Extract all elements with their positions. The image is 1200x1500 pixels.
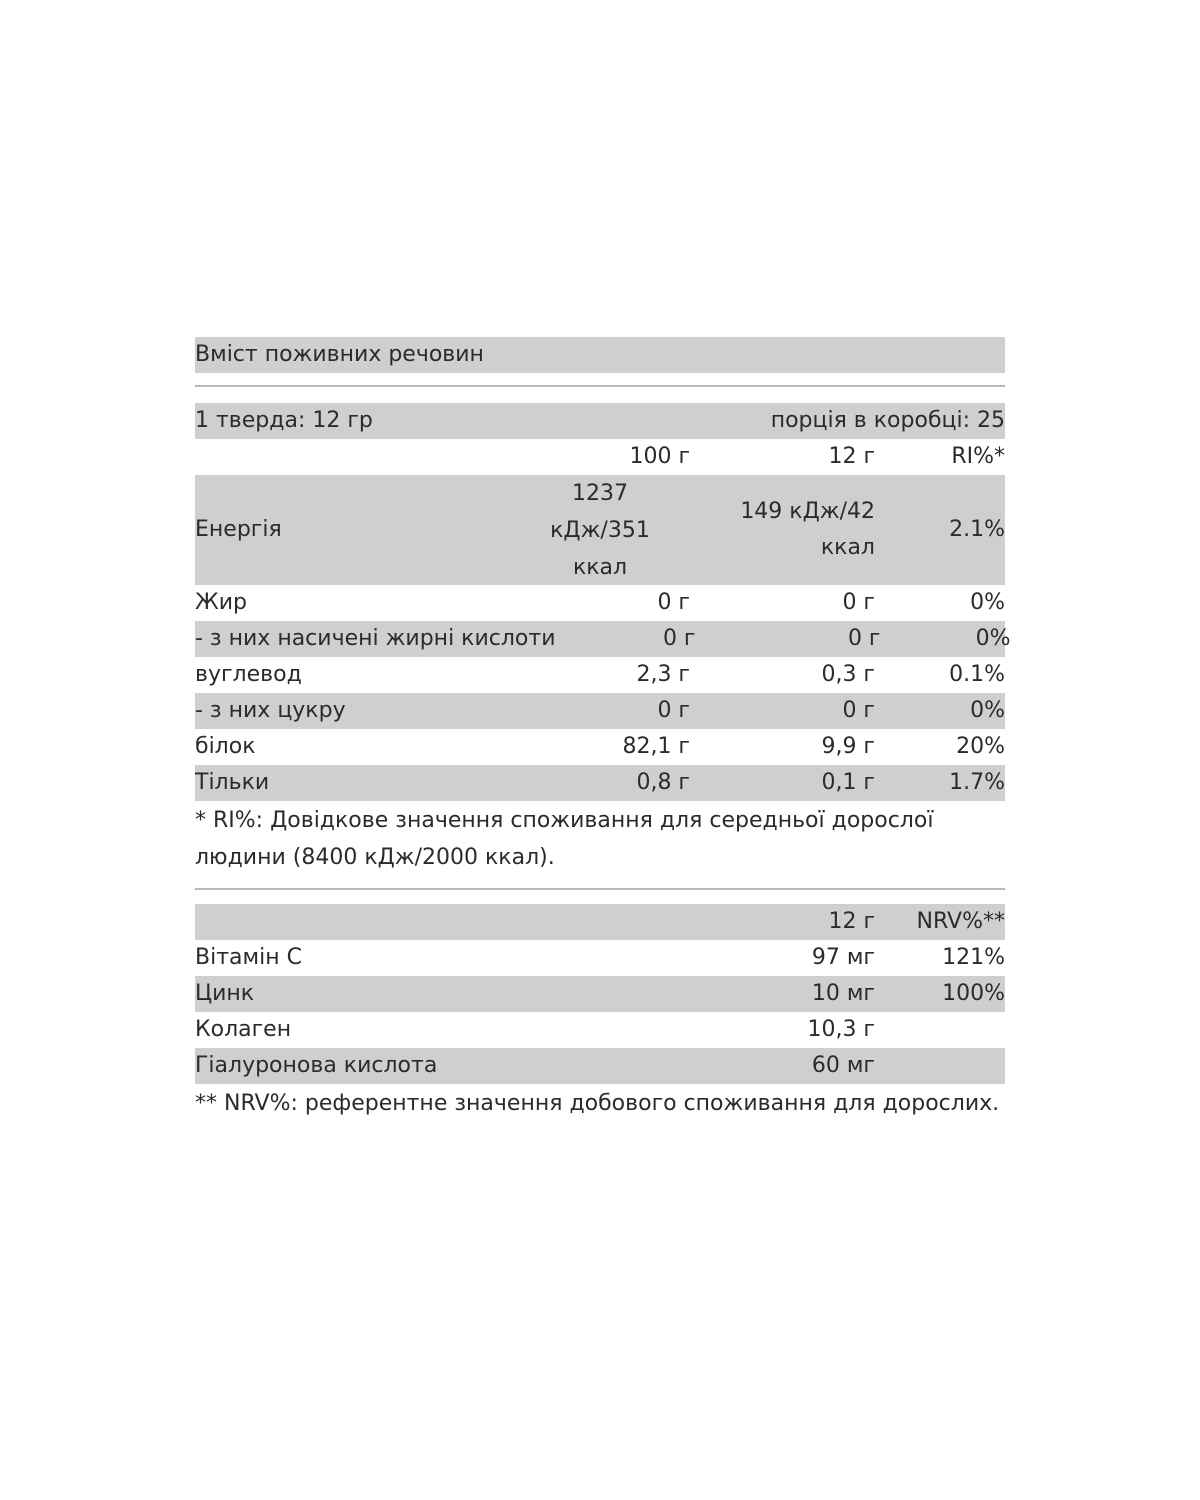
nutrient-per-100g: 82,1 г <box>622 734 690 759</box>
vitamin-nrv: 121% <box>942 945 1005 970</box>
vitamin-per-12g: 60 мг <box>811 1053 875 1078</box>
header-ri: RI%* <box>951 444 1005 469</box>
vitamin-label: Гіалуронова кислота <box>195 1053 438 1078</box>
nutrient-per-100g: 0 г <box>657 590 690 615</box>
nutrient-label: - з них цукру <box>195 698 346 723</box>
vitamin-per-12g: 10 мг <box>811 981 875 1006</box>
table-title-row <box>195 337 1005 373</box>
energy-per-12g: 149 кДж/42 ккал <box>740 499 875 560</box>
nutrient-per-12g: 0 г <box>842 698 875 723</box>
nutrient-row <box>195 585 1005 621</box>
table-title: Вміст поживних речовин <box>195 342 484 367</box>
vitamin-label: Вітамін С <box>195 945 302 970</box>
energy-label: Енергія <box>195 517 282 542</box>
nutrient-ri: 0% <box>970 698 1005 723</box>
nutrient-label: вуглевод <box>195 662 302 687</box>
header-per-100g: 100 г <box>629 444 690 469</box>
divider <box>195 385 1005 387</box>
nutrient-per-100g: 0,8 г <box>636 770 690 795</box>
nutrient-per-100g: 0 г <box>662 626 696 651</box>
nutrient-row <box>195 657 1005 693</box>
nutrient-per-12g: 0 г <box>842 590 875 615</box>
nutrient-ri: 0% <box>970 590 1005 615</box>
nutrient-per-12g: 0,3 г <box>821 662 875 687</box>
energy-ri: 2.1% <box>949 517 1005 542</box>
nutrient-per-12g: 0 г <box>847 626 881 651</box>
vitamin-per-12g: 10,3 г <box>807 1017 875 1042</box>
vitamin-row <box>195 940 1005 976</box>
divider <box>195 888 1005 890</box>
nutrient-label: Жир <box>195 590 247 615</box>
nutrient-label: - з них насичені жирні кислоти <box>195 626 556 651</box>
energy-row <box>195 475 1005 585</box>
vitamin-row <box>195 1012 1005 1048</box>
serving-size: 1 тверда: 12 гр <box>195 408 373 433</box>
nutrient-row <box>195 765 1005 801</box>
column-header-row <box>195 439 1005 475</box>
vitamin-nrv: 100% <box>942 981 1005 1006</box>
energy-per-100g <box>510 475 690 586</box>
nutrient-row <box>195 621 1011 657</box>
nutrition-facts <box>195 337 1011 1122</box>
nutrient-label: Тільки <box>195 770 270 795</box>
energy-per-100g-line1: 1237 <box>572 480 628 506</box>
nrv-footnote: ** NRV%: референтне значення добового споживання для дорослих. <box>195 1091 1000 1116</box>
nutrient-per-12g: 9,9 г <box>821 734 875 759</box>
nutrient-row <box>195 693 1005 729</box>
vitamin-per-12g: 97 мг <box>811 945 875 970</box>
vitamin-label: Колаген <box>195 1017 292 1042</box>
nutrient-ri: 0.1% <box>949 662 1005 687</box>
nutrient-label: білок <box>195 734 256 759</box>
nutrient-per-100g: 2,3 г <box>636 662 690 687</box>
nutrient-ri: 1.7% <box>949 770 1005 795</box>
energy-per-100g-line2: кДж/351 <box>550 517 650 543</box>
nutrient-per-12g: 0,1 г <box>821 770 875 795</box>
serving-row <box>195 403 1005 439</box>
vitamin-header-nrv: NRV%** <box>916 909 1005 934</box>
ri-footnote: * RI%: Довідкове значення споживання для середньої дорослої людини (8400 кДж/2000 ккал). <box>195 808 934 870</box>
vitamin-header-per-12g: 12 г <box>828 909 875 934</box>
energy-per-100g-line3: ккал <box>572 554 628 580</box>
vitamin-row <box>195 1048 1005 1084</box>
vitamin-label: Цинк <box>195 981 255 1006</box>
header-per-12g: 12 г <box>828 444 875 469</box>
servings-per-box: порція в коробці: 25 <box>770 408 1005 433</box>
vitamin-header-row <box>195 904 1005 940</box>
vitamin-row <box>195 976 1005 1012</box>
nutrient-row <box>195 729 1005 765</box>
nutrient-ri: 0% <box>975 626 1011 651</box>
nutrient-per-100g: 0 г <box>657 698 690 723</box>
nutrient-ri: 20% <box>956 734 1005 759</box>
